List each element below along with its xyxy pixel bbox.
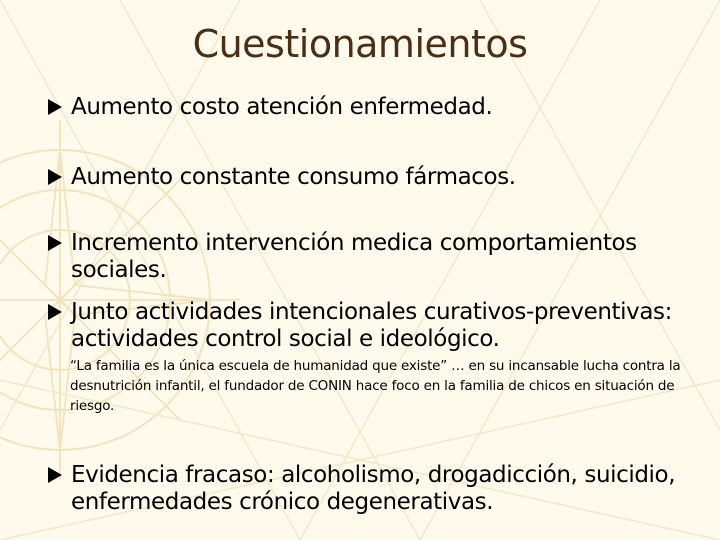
bullet-text: Aumento costo atención enfermedad. [71, 94, 493, 120]
triangle-bullet-icon [48, 235, 62, 251]
triangle-bullet-icon [48, 467, 62, 483]
bullet-item [48, 299, 708, 353]
triangle-bullet-icon [48, 169, 62, 185]
bullet-item [48, 164, 708, 191]
triangle-bullet-icon [48, 99, 62, 115]
bullet-text: Junto actividades intencionales curativos-preventivas: actividades control social e ideológico. [71, 299, 672, 352]
bullet-text: Evidencia fracaso: alcoholismo, drogadicción, suicidio, enfermedades crónico degenerativas. [71, 462, 676, 515]
triangle-bullet-icon [48, 304, 62, 320]
bullet-text: Aumento constante consumo fármacos. [71, 164, 516, 190]
bullet-item [48, 94, 708, 121]
bullet-item [48, 230, 708, 284]
bullet-text: Incremento intervención medica comportamientos sociales. [71, 230, 637, 283]
slide-title: Cuestionamientos [192, 22, 528, 66]
bullet-item [48, 462, 708, 516]
quote-text: “La familia es la única escuela de humanidad que existe” … en su incansable lucha contra la desnutrición infantil, el fundador de CONIN hace foco en la familia de chicos en situación de riesgo. [70, 358, 681, 414]
